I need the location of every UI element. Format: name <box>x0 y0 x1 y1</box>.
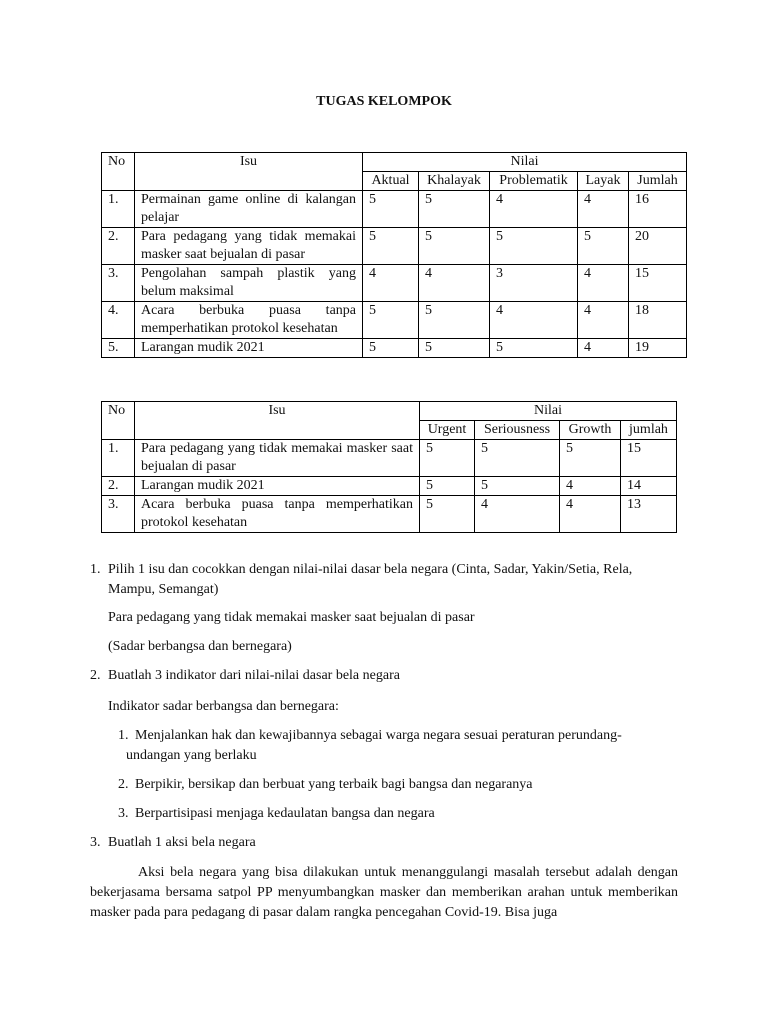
cell-no: 3. <box>102 265 135 302</box>
question-2-text: Buatlah 3 indikator dari nilai-nilai dasar bela negara <box>108 668 400 683</box>
question-1-number: 1. <box>90 562 101 577</box>
cell-khalayak: 5 <box>419 228 490 265</box>
cell-khalayak: 5 <box>419 191 490 228</box>
cell-aktual: 5 <box>363 191 419 228</box>
cell-jumlah: 18 <box>629 302 687 339</box>
cell-jumlah: 14 <box>621 477 677 496</box>
cell-isu: Acara berbuka puasa tanpa memperhatikan protokol kesehatan <box>135 302 363 339</box>
issue-scoring-table-usg <box>101 401 677 533</box>
header-seriousness: Seriousness <box>475 421 560 440</box>
cell-isu: Larangan mudik 2021 <box>135 477 420 496</box>
table-row <box>102 339 687 358</box>
table-row <box>102 477 677 496</box>
header-nilai: Nilai <box>363 153 687 172</box>
cell-growth: 4 <box>560 477 621 496</box>
cell-no: 2. <box>102 228 135 265</box>
indicator-3-number: 3. <box>118 806 129 821</box>
cell-no: 4. <box>102 302 135 339</box>
cell-no: 1. <box>102 191 135 228</box>
table-row <box>102 265 687 302</box>
question-1-text: Pilih 1 isu dan cocokkan dengan nilai-nilai dasar bela negara (Cinta, Sadar, Yakin/Setia, Rela, Mampu, Semangat) <box>108 562 633 597</box>
cell-seriousness: 5 <box>475 477 560 496</box>
indicator-1-text <box>126 726 666 766</box>
question-3-number: 3. <box>90 835 101 850</box>
cell-jumlah: 16 <box>629 191 687 228</box>
cell-isu: Permainan game online di kalangan pelajar <box>135 191 363 228</box>
cell-seriousness: 4 <box>475 496 560 533</box>
cell-isu: Para pedagang yang tidak memakai masker saat bejualan di pasar <box>135 228 363 265</box>
cell-no: 1. <box>102 440 135 477</box>
cell-urgent: 5 <box>420 477 475 496</box>
cell-no: 3. <box>102 496 135 533</box>
cell-isu: Para pedagang yang tidak memakai masker saat bejualan di pasar <box>135 440 420 477</box>
cell-jumlah: 19 <box>629 339 687 358</box>
indicator-intro: Indikator sadar berbangsa dan bernegara: <box>108 699 339 714</box>
cell-aktual: 5 <box>363 339 419 358</box>
header-nilai: Nilai <box>420 402 677 421</box>
answer-1-nilai: (Sadar berbangsa dan bernegara) <box>108 639 292 654</box>
header-aktual: Aktual <box>363 172 419 191</box>
cell-problematik: 3 <box>490 265 578 302</box>
cell-problematik: 4 <box>490 302 578 339</box>
header-problematik: Problematik <box>490 172 578 191</box>
cell-isu: Pengolahan sampah plastik yang belum maksimal <box>135 265 363 302</box>
indicator-3-text: Berpartisipasi menjaga kedaulatan bangsa dan negara <box>135 806 435 821</box>
cell-layak: 4 <box>578 302 629 339</box>
cell-layak: 4 <box>578 265 629 302</box>
cell-isu: Acara berbuka puasa tanpa memperhatikan protokol kesehatan <box>135 496 420 533</box>
cell-no: 2. <box>102 477 135 496</box>
document-title: TUGAS KELOMPOK <box>316 94 452 109</box>
header-khalayak: Khalayak <box>419 172 490 191</box>
header-layak: Layak <box>578 172 629 191</box>
cell-aktual: 4 <box>363 265 419 302</box>
indicator-2-text: Berpikir, bersikap dan berbuat yang terbaik bagi bangsa dan negaranya <box>135 777 533 792</box>
table-header-row <box>102 153 687 172</box>
cell-jumlah: 20 <box>629 228 687 265</box>
table-row <box>102 496 677 533</box>
table-header-row <box>102 402 677 421</box>
answer-1-isu: Para pedagang yang tidak memakai masker saat bejualan di pasar <box>108 610 475 625</box>
header-jumlah: Jumlah <box>629 172 687 191</box>
question-2-number: 2. <box>90 668 101 683</box>
header-no: No <box>102 153 135 191</box>
cell-growth: 4 <box>560 496 621 533</box>
header-no: No <box>102 402 135 440</box>
cell-problematik: 5 <box>490 228 578 265</box>
cell-jumlah: 13 <box>621 496 677 533</box>
cell-no: 5. <box>102 339 135 358</box>
header-isu: Isu <box>135 153 363 191</box>
cell-aktual: 5 <box>363 302 419 339</box>
cell-jumlah: 15 <box>629 265 687 302</box>
cell-growth: 5 <box>560 440 621 477</box>
header-growth: Growth <box>560 421 621 440</box>
cell-problematik: 5 <box>490 339 578 358</box>
indicator-1-label: Menjalankan hak dan kewajibannya sebagai warga negara sesuai peraturan perundang-undangan yang berlaku <box>126 728 622 763</box>
cell-seriousness: 5 <box>475 440 560 477</box>
table-row <box>102 191 687 228</box>
issue-scoring-table-apkl <box>101 152 687 358</box>
indicator-2-number: 2. <box>118 777 129 792</box>
cell-urgent: 5 <box>420 440 475 477</box>
table-row <box>102 228 687 265</box>
cell-jumlah: 15 <box>621 440 677 477</box>
question-3-text: Buatlah 1 aksi bela negara <box>108 835 256 850</box>
cell-problematik: 4 <box>490 191 578 228</box>
cell-khalayak: 4 <box>419 265 490 302</box>
cell-layak: 4 <box>578 339 629 358</box>
cell-layak: 4 <box>578 191 629 228</box>
header-urgent: Urgent <box>420 421 475 440</box>
cell-urgent: 5 <box>420 496 475 533</box>
cell-layak: 5 <box>578 228 629 265</box>
answer-3-text: Aksi bela negara yang bisa dilakukan untuk menanggulangi masalah tersebut adalah dengan bekerjasama bersama satpol PP menyumbangkan masker dan memberikan arahan untuk memberikan masker pada para pedagang di pasar dalam rangka pencegahan Covid-19. Bisa juga <box>90 865 678 920</box>
cell-khalayak: 5 <box>419 302 490 339</box>
cell-khalayak: 5 <box>419 339 490 358</box>
indicator-1-number: 1. <box>118 728 129 743</box>
table-row <box>102 440 677 477</box>
cell-aktual: 5 <box>363 228 419 265</box>
header-isu: Isu <box>135 402 420 440</box>
header-jumlah: jumlah <box>621 421 677 440</box>
table-row <box>102 302 687 339</box>
cell-isu: Larangan mudik 2021 <box>135 339 363 358</box>
